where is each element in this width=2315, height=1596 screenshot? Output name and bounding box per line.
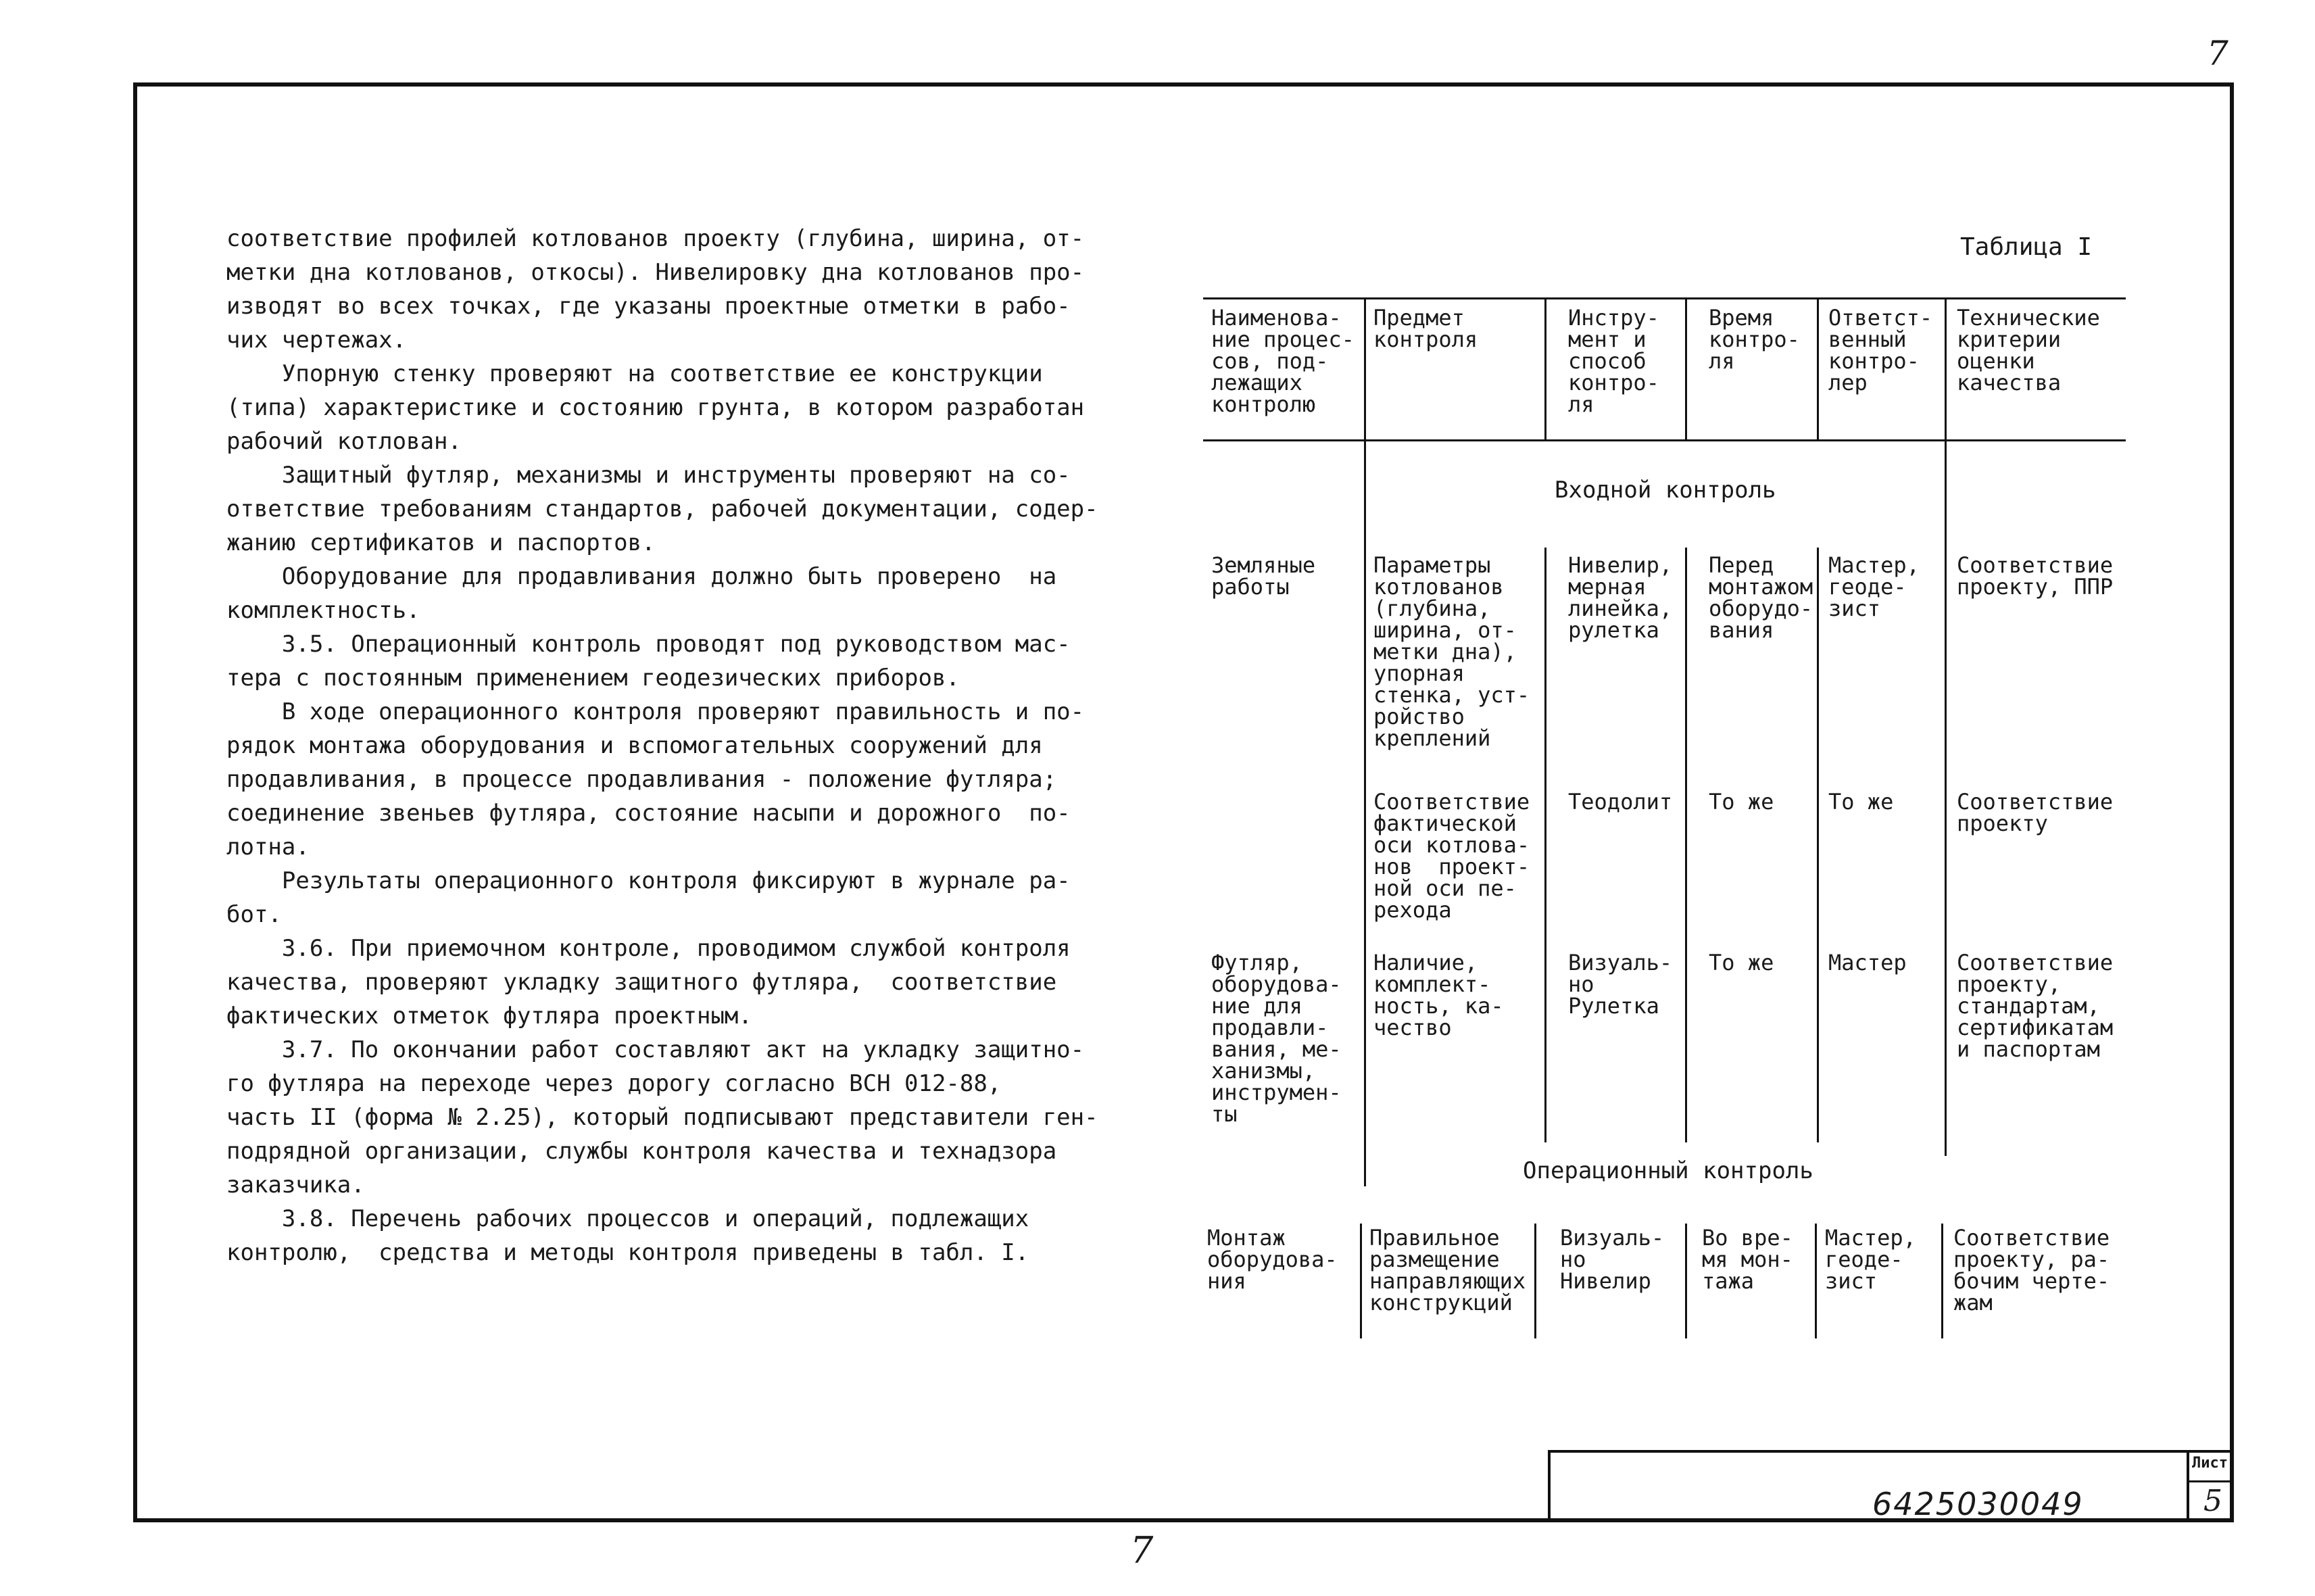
body-line: 3.8. Перечень рабочих процессов и операций, подлежащих [226,1205,1029,1232]
col-divider [1945,297,1947,439]
sheet-number: 5 [2203,1484,2222,1518]
body-line: Оборудование для продавливания должно быть проверено на [226,563,1057,590]
body-line: (типа) характеристике и состоянию грунта, в котором разработан [226,394,1085,421]
body-line: Защитный футляр, механизмы и инструменты проверяют на со- [226,462,1071,489]
page-number-top: 7 [2207,34,2228,73]
cell-responsible: Мастер [1828,950,1907,975]
body-line: подрядной организации, службы контроля качества и технадзора [226,1138,1057,1165]
cell-process: Футляр, оборудова- ние для продавли- вания, ме- ханизмы, инструмен- ты [1211,950,1342,1127]
cell-tool: Нивелир, мерная линейка, рулетка [1568,552,1673,643]
col-divider [1945,439,1947,1156]
cell-criteria: Соответствие проекту [1957,789,2114,836]
header-criteria: Технические критерии оценки качества [1957,305,2100,395]
document-code: 6425030049 [1872,1486,2084,1522]
cell-criteria: Соответствие проекту, ра- бочим черте- жам [1953,1225,2110,1315]
cell-time: То же [1709,950,1774,975]
body-line: фактических отметок футляра проектным. [226,1002,752,1030]
stamp-top-rule [1548,1450,2234,1453]
body-line: качества, проверяют укладку защитного футляра, соответствие [226,969,1057,996]
cell-tool: Визуаль- но Рулетка [1568,950,1673,1019]
body-line: соответствие профилей котлованов проекту (глубина, ширина, от- [226,225,1085,252]
stamp-sheet-rule [2187,1480,2234,1482]
col-divider [1685,1224,1687,1338]
cell-time: Перед монтажом оборудо- вания [1709,552,1813,643]
col-divider [1815,1224,1817,1338]
col-divider [1685,548,1687,1142]
body-text [226,222,1105,1269]
body-line: бот. [226,901,282,928]
body-line: жанию сертификатов и паспортов. [226,529,656,556]
col-divider [1544,548,1546,1142]
col-divider [1817,548,1819,1142]
section-operational-control: Операционный контроль [1523,1157,1813,1184]
section-input-control: Входной контроль [1555,477,1776,504]
body-line: го футляра на переходе через дорогу согласно ВСН 012-88, [226,1070,1002,1097]
col-divider [1817,297,1819,439]
cell-criteria: Соответствие проекту, ППР [1957,552,2114,600]
cell-process: Монтаж оборудова- ния [1207,1225,1338,1294]
cell-process: Земляные работы [1211,552,1316,600]
body-line: соединение звеньев футляра, состояние насыпи и дорожного по- [226,800,1071,827]
cell-responsible: Мастер, геоде- зист [1825,1225,1916,1294]
body-line: лотна. [226,833,310,861]
table-header-rule [1203,439,2126,441]
cell-subject: Правильное размещение направляющих конструкций [1369,1225,1526,1315]
body-line: 3.6. При приемочном контроле, проводимом службой контроля [226,935,1071,962]
body-line: рабочий котлован. [226,428,462,455]
body-line: часть II (форма № 2.25), который подписывают представители ген- [226,1104,1098,1131]
body-line: тера с постоянным применением геодезических приборов. [226,664,960,692]
body-line: рядок монтажа оборудования и вспомогательных сооружений для [226,732,1043,759]
cell-responsible: То же [1828,789,1894,815]
stamp-left-rule [1548,1450,1551,1522]
body-line: метки дна котлованов, откосы). Нивелировку дна котлованов про- [226,259,1085,286]
cell-time: То же [1709,789,1774,815]
header-process: Наименова- ние процес- сов, под- лежащих контролю [1211,305,1355,417]
body-line: ответствие требованиям стандартов, рабочей документации, содер- [226,495,1098,523]
body-line: 3.5. Операционный контроль проводят под руководством мас- [226,631,1071,658]
stamp-right-rule [2187,1450,2189,1522]
col-divider [1534,1224,1536,1338]
col-divider [1685,297,1687,439]
control-table [1203,297,2126,1342]
body-line: Результаты операционного контроля фиксируют в журнале ра- [226,867,1071,894]
col-divider [1360,1224,1362,1338]
cell-responsible: Мастер, геоде- зист [1828,552,1920,621]
body-line: Упорную стенку проверяют на соответствие ее конструкции [226,360,1043,387]
cell-tool: Визуаль- но Нивелир [1560,1225,1665,1294]
header-responsible: Ответст- венный контро- лер [1828,305,1933,395]
body-line: продавливания, в процессе продавливания - положение футляра; [226,766,1057,793]
body-line: изводят во всех точках, где указаны проектные отметки в рабо- [226,293,1071,320]
body-line: заказчика. [226,1171,365,1199]
col-divider [1364,439,1366,1186]
body-line: В ходе операционного контроля проверяют правильность и по- [226,698,1085,725]
cell-subject: Параметры котлованов (глубина, ширина, от- метки дна), упорная стенка, уст- ройство креплений [1373,552,1530,751]
col-divider [1544,297,1546,439]
cell-tool: Теодолит [1568,789,1673,815]
sheet-label: Лист [2192,1455,2228,1472]
header-tool: Инстру- мент и способ контро- ля [1568,305,1659,417]
header-subject: Предмет контроля [1373,305,1478,352]
header-time: Время контро- ля [1709,305,1800,374]
body-line: комплектность. [226,597,420,624]
cell-subject: Соответствие фактической оси котлова- нов проект- ной оси пе- рехода [1373,789,1530,923]
body-line: контролю, средства и методы контроля приведены в табл. I. [226,1239,1029,1266]
body-line: 3.7. По окончании работ составляют акт на укладку защитно- [226,1036,1085,1063]
cell-subject: Наличие, комплект- ность, ка- чество [1373,950,1504,1040]
table-top-rule [1203,297,2126,299]
col-divider [1941,1224,1943,1338]
table-caption: Таблица I [1960,233,2093,261]
cell-time: Во вре- мя мон- тажа [1702,1225,1793,1294]
body-line: чих чертежах. [226,327,407,354]
page-number-bottom: 7 [1130,1529,1154,1572]
cell-criteria: Соответствие проекту, стандартам, сертификатам и паспортам [1957,950,2114,1062]
col-divider [1364,297,1366,439]
